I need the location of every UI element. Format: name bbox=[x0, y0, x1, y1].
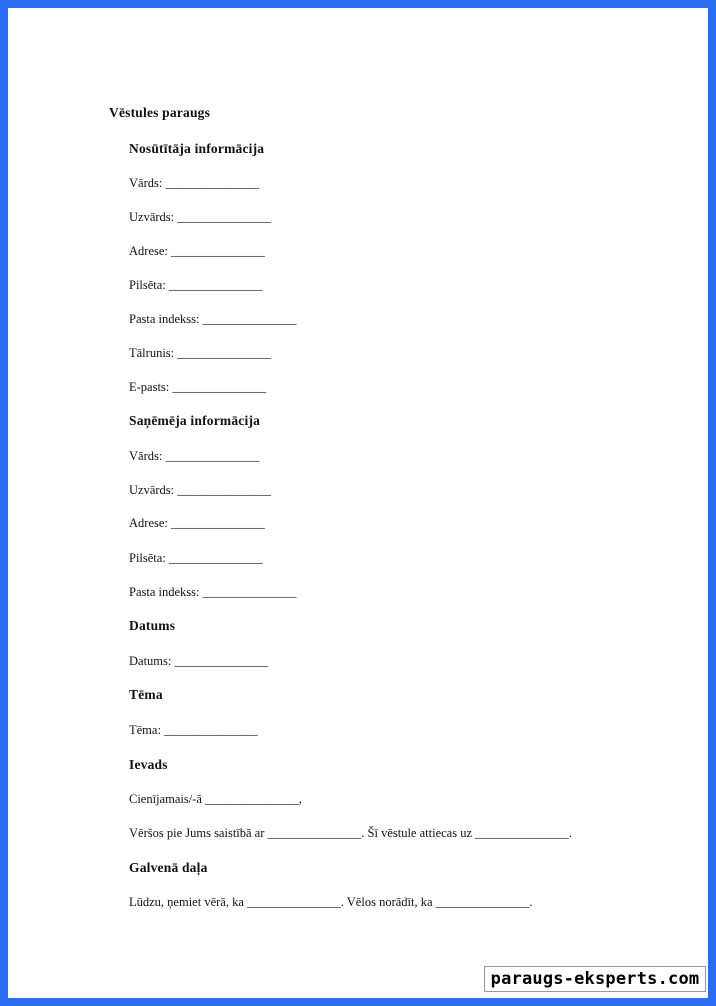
watermark-badge: paraugs-eksperts.com bbox=[484, 966, 706, 992]
recipient-name-field: Vārds: _______________ bbox=[129, 449, 260, 463]
sender-name-field: Vārds: _______________ bbox=[129, 176, 260, 190]
intro-greeting: Cienījamais/-ā _______________, bbox=[129, 792, 302, 806]
recipient-surname-field: Uzvārds: _______________ bbox=[129, 483, 271, 497]
recipient-city-field: Pilsēta: _______________ bbox=[129, 551, 263, 565]
main-heading: Galvenā daļa bbox=[129, 860, 208, 875]
document-page bbox=[8, 8, 708, 998]
intro-heading: Ievads bbox=[129, 757, 168, 772]
intro-body: Vēršos pie Jums saistībā ar _______________. Šī vēstule attiecas uz _______________. bbox=[129, 826, 572, 840]
recipient-address-field: Adrese: _______________ bbox=[129, 516, 265, 530]
document-title: Vēstules paraugs bbox=[109, 105, 211, 120]
date-heading: Datums bbox=[129, 618, 176, 633]
date-field: Datums: _______________ bbox=[129, 654, 269, 668]
sender-phone-field: Tālrunis: _______________ bbox=[129, 346, 272, 360]
letter-document bbox=[8, 8, 708, 998]
main-body: Lūdzu, ņemiet vērā, ka _______________. Vēlos norādīt, ka _______________. bbox=[129, 895, 533, 909]
sender-surname-field: Uzvārds: _______________ bbox=[129, 210, 271, 224]
recipient-heading: Saņēmēja informācija bbox=[129, 413, 261, 428]
sender-postal-code-field: Pasta indekss: _______________ bbox=[129, 312, 297, 326]
recipient-postal-code-field: Pasta indekss: _______________ bbox=[129, 585, 297, 599]
sender-address-field: Adrese: _______________ bbox=[129, 244, 265, 258]
sender-email-field: E-pasts: _______________ bbox=[129, 380, 267, 394]
sender-city-field: Pilsēta: _______________ bbox=[129, 278, 263, 292]
sender-heading: Nosūtītāja informācija bbox=[129, 141, 265, 156]
subject-field: Tēma: _______________ bbox=[129, 723, 258, 737]
subject-heading: Tēma bbox=[129, 687, 163, 702]
